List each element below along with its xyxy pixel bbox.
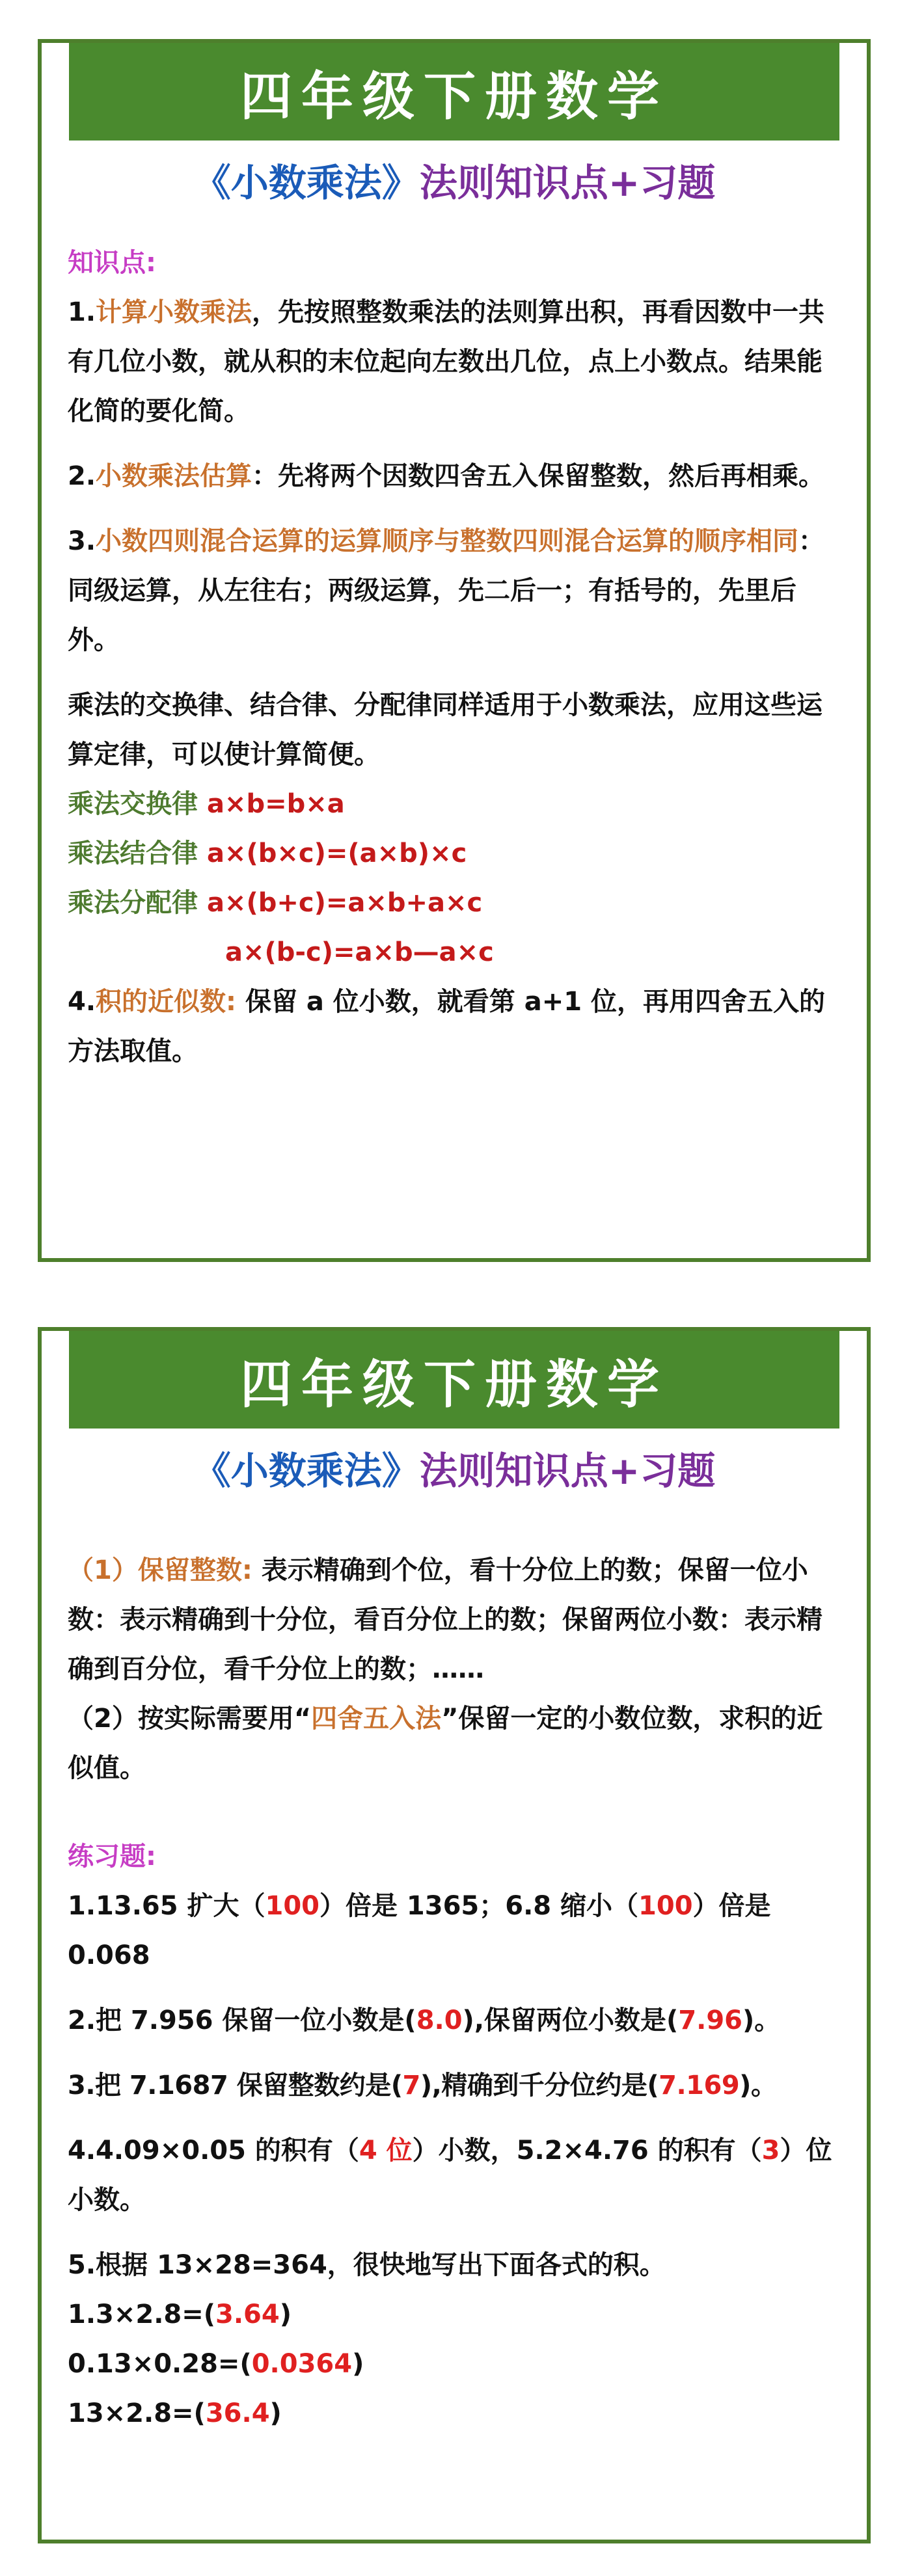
knowledge-point-3: 3.小数四则混合运算的运算顺序与整数四则混合运算的顺序相同：同级运算，从左往右；两级运算，先二后一；有括号的，先里后外。 (68, 526, 825, 655)
subtitle (42, 1440, 867, 1495)
rounding-point-1: （1）保留整数: 表示精确到个位，看十分位上的数；保留一位小数：表示精确到十分位，看百分位上的数；保留两位小数：表示精确到百分位，看千分位上的数；…… (68, 1555, 823, 1684)
knowledge-point-2: 2.小数乘法估算：先将两个因数四舍五入保留整数，然后再相乘。 (68, 461, 825, 491)
subtitle-topic: 《小数乘法》 (193, 161, 420, 205)
answer: 3.64 (215, 2300, 280, 2329)
law-row: 乘法交换律 a×b=b×a (68, 789, 345, 819)
page-title: 四年级下册数学 (240, 1354, 668, 1415)
subtitle (42, 152, 867, 207)
answer: 7.96 (678, 2006, 743, 2035)
answer: 36.4 (205, 2398, 270, 2428)
law-row: 乘法结合律 a×(b×c)=(a×b)×c (68, 839, 467, 868)
knowledge-card (38, 39, 871, 1262)
knowledge-key: 小数乘法估算 (96, 461, 252, 491)
answer: 100 (265, 1891, 320, 1921)
page-title: 四年级下册数学 (240, 66, 668, 127)
exercise-4: 4.4.09×0.05 的积有（4 位）小数，5.2×4.76 的积有（3）位小数。 (68, 2136, 832, 2215)
exercise-1: 1.13.65 扩大（100）倍是 1365；6.8 缩小（100）倍是 0.068 (68, 1891, 771, 1970)
title-banner (69, 43, 839, 141)
answer: 7 (402, 2071, 420, 2100)
knowledge-key: 小数四则混合运算的运算顺序与整数四则混合运算的顺序相同 (96, 526, 799, 556)
answer: 4 位 (359, 2136, 413, 2166)
rounding-point-2: （2）按实际需要用“四舍五入法”保留一定的小数位数，求积的近似值。 (68, 1704, 823, 1783)
exercise-5-item: 0.13×0.28=(0.0364) (68, 2349, 364, 2379)
exercise-3: 3.把 7.1687 保留整数约是(7),精确到千分位约是(7.169)。 (68, 2071, 777, 2100)
answer: 0.0364 (251, 2349, 353, 2379)
title-banner (69, 1331, 839, 1429)
exercise-heading: 练习题: (68, 1842, 156, 1872)
knowledge-key: 计算小数乘法 (96, 297, 252, 327)
knowledge-heading: 知识点: (68, 248, 156, 278)
exercise-5: 5.根据 13×28=364，很快地写出下面各式的积。 (68, 2250, 666, 2280)
knowledge-key: 积的近似数: (96, 987, 237, 1017)
knowledge-body (68, 238, 841, 1076)
answer: 7.169 (659, 2071, 740, 2100)
law-row-extra: a×(b-c)=a×b—a×c (225, 937, 494, 967)
answer: 100 (638, 1891, 693, 1921)
knowledge-laws-intro: 乘法的交换律、结合律、分配律同样适用于小数乘法，应用这些运算定律，可以使计算简便。 (68, 690, 823, 770)
subtitle-desc: 法则知识点+习题 (419, 1449, 716, 1493)
law-row: 乘法分配律 a×(b+c)=a×b+a×c (68, 888, 483, 918)
knowledge-point-4: 4.积的近似数: 保留 a 位小数，就看第 a+1 位，再用四舍五入的方法取值。 (68, 987, 825, 1066)
subtitle-topic: 《小数乘法》 (193, 1449, 420, 1493)
knowledge-point-1: 1.计算小数乘法，先按照整数乘法的法则算出积，再看因数中一共有几位小数，就从积的末位起向左数出几位，点上小数点。结果能化简的要化简。 (68, 297, 825, 426)
answer: 8.0 (416, 2006, 463, 2035)
exercise-2: 2.把 7.956 保留一位小数是(8.0),保留两位小数是(7.96)。 (68, 2006, 781, 2035)
exercise-card (38, 1327, 871, 2543)
answer: 3 (761, 2136, 780, 2166)
exercise-body (68, 1546, 841, 2438)
exercise-5-item: 1.3×2.8=(3.64) (68, 2300, 292, 2329)
exercise-5-item: 13×2.8=(36.4) (68, 2398, 282, 2428)
subtitle-desc: 法则知识点+习题 (419, 161, 716, 205)
